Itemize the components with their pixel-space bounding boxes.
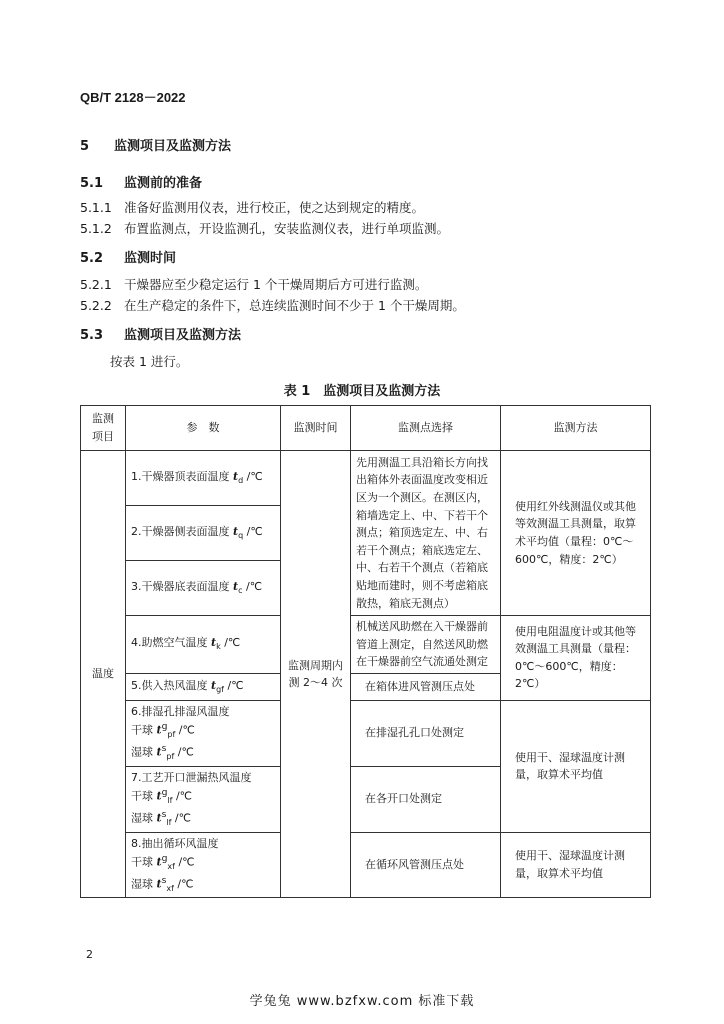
section-title: 监测时间 <box>124 251 177 266</box>
param-cell-3: 3.干燥器底表面温度 $t_c$ /℃ <box>126 561 281 616</box>
section-title: 监测前的准备 <box>124 176 203 191</box>
clause-5-2-2 <box>80 296 465 314</box>
point-cell-1: 先用测温工具沿箱长方向找出箱体外表面温度改变相近区为一个测区。在测区内，箱墙选定上、中、下若干个测点；箱顶选定左、中、右若干个测点；箱底选定左、中、右若干个测点（若箱底贴地而建时，则不考虑箱底散热，箱底无测点） <box>351 451 501 616</box>
param-cell-6: 6.排湿孔排湿风温度 干球 $t^g_{pf}$ /℃ 湿球 $t^s_{pf}$ /℃ <box>126 700 281 766</box>
clause-text: 准备好监测用仪表，进行校正，使之达到规定的精度。 <box>124 200 425 215</box>
table-header-row <box>81 406 651 451</box>
param-cell-2: 2.干燥器侧表面温度 $t_q$ /℃ <box>126 506 281 561</box>
table-row <box>81 451 651 506</box>
standard-number: QB/T 2128－2022 <box>80 90 186 105</box>
header-param: 参 数 <box>126 406 281 451</box>
table-caption: 表 1 监测项目及监测方法 <box>283 384 441 399</box>
section-5-3-heading <box>80 324 241 343</box>
method-cell-3: 使用干、湿球温度计测量，取算术平均值 <box>501 700 651 832</box>
monitoring-table <box>80 405 651 898</box>
clause-text: 布置监测点，开设监测孔，安装监测仪表，进行单项监测。 <box>124 221 450 236</box>
header-method: 监测方法 <box>501 406 651 451</box>
section-title: 监测项目及监测方法 <box>124 328 242 343</box>
section-title: 监测项目及监测方法 <box>114 139 232 154</box>
watermark: 学兔兔 www.bzfxw.com 标准下载 <box>249 994 475 1009</box>
clause-5-2-1 <box>80 275 427 293</box>
clause-number: 5.2.2 <box>80 298 112 313</box>
clause-number: 5.1.1 <box>80 200 112 215</box>
clause-text: 干燥器应至少稳定运行 1 个干燥周期后方可进行监测。 <box>124 277 428 292</box>
param-cell-8: 8.抽出循环风温度 干球 $t^g_{xf}$ /℃ 湿球 $t^s_{xf}$ /℃ <box>126 832 281 898</box>
param-cell-7: 7.工艺开口泄漏热风温度 干球 $t^g_{lf}$ /℃ 湿球 $t^s_{lf}$ /℃ <box>126 766 281 832</box>
header-item: 监测 项目 <box>81 406 126 451</box>
section-number: 5.1 <box>80 176 104 191</box>
section-5-heading <box>80 135 231 154</box>
clause-text: 在生产稳定的条件下，总连续监测时间不少于 1 个干燥周期。 <box>124 298 465 313</box>
table-row <box>81 832 651 898</box>
section-5-3-text: 按表 1 进行。 <box>110 354 189 369</box>
clause-number: 5.2.1 <box>80 277 112 292</box>
method-cell-2: 使用电阻温度计或其他等效测温工具测量（量程：0℃～600℃，精度：2℃） <box>501 616 651 701</box>
section-number: 5 <box>80 139 90 154</box>
point-cell-5: 在箱体进风管测压点处 <box>351 673 501 700</box>
section-number: 5.2 <box>80 251 104 266</box>
page-number: 2 <box>86 948 93 961</box>
method-cell-1: 使用红外线测温仪或其他等效测温工具测量，取算术平均值（量程：0℃～600℃，精度：2℃） <box>501 451 651 616</box>
param-cell-1: 1.干燥器顶表面温度 $t_d$ /℃ <box>126 451 281 506</box>
point-cell-6: 在排湿孔孔口处测定 <box>351 700 501 766</box>
table-row <box>81 616 651 674</box>
point-cell-4: 机械送风助燃在入干燥器前管道上测定，自然送风助燃在干燥器前空气流通处测定 <box>351 616 501 674</box>
point-cell-7: 在各开口处测定 <box>351 766 501 832</box>
point-cell-8: 在循环风管测压点处 <box>351 832 501 898</box>
header-point: 监测点选择 <box>351 406 501 451</box>
time-cell: 监测周期内测 2～4 次 <box>281 451 351 898</box>
param-cell-4: 4.助燃空气温度 $t_k$ /℃ <box>126 616 281 674</box>
clause-number: 5.1.2 <box>80 221 112 236</box>
section-5-1-heading <box>80 172 202 191</box>
header-time: 监测时间 <box>281 406 351 451</box>
param-cell-5: 5.供入热风温度 $t_{gf}$ /℃ <box>126 673 281 700</box>
clause-5-1-1 <box>80 198 424 216</box>
item-cell: 温度 <box>81 451 126 898</box>
section-number: 5.3 <box>80 328 104 343</box>
clause-5-1-2 <box>80 219 449 237</box>
table-row <box>81 700 651 766</box>
method-cell-4: 使用干、湿球温度计测量，取算术平均值 <box>501 832 651 898</box>
section-5-2-heading <box>80 247 176 266</box>
